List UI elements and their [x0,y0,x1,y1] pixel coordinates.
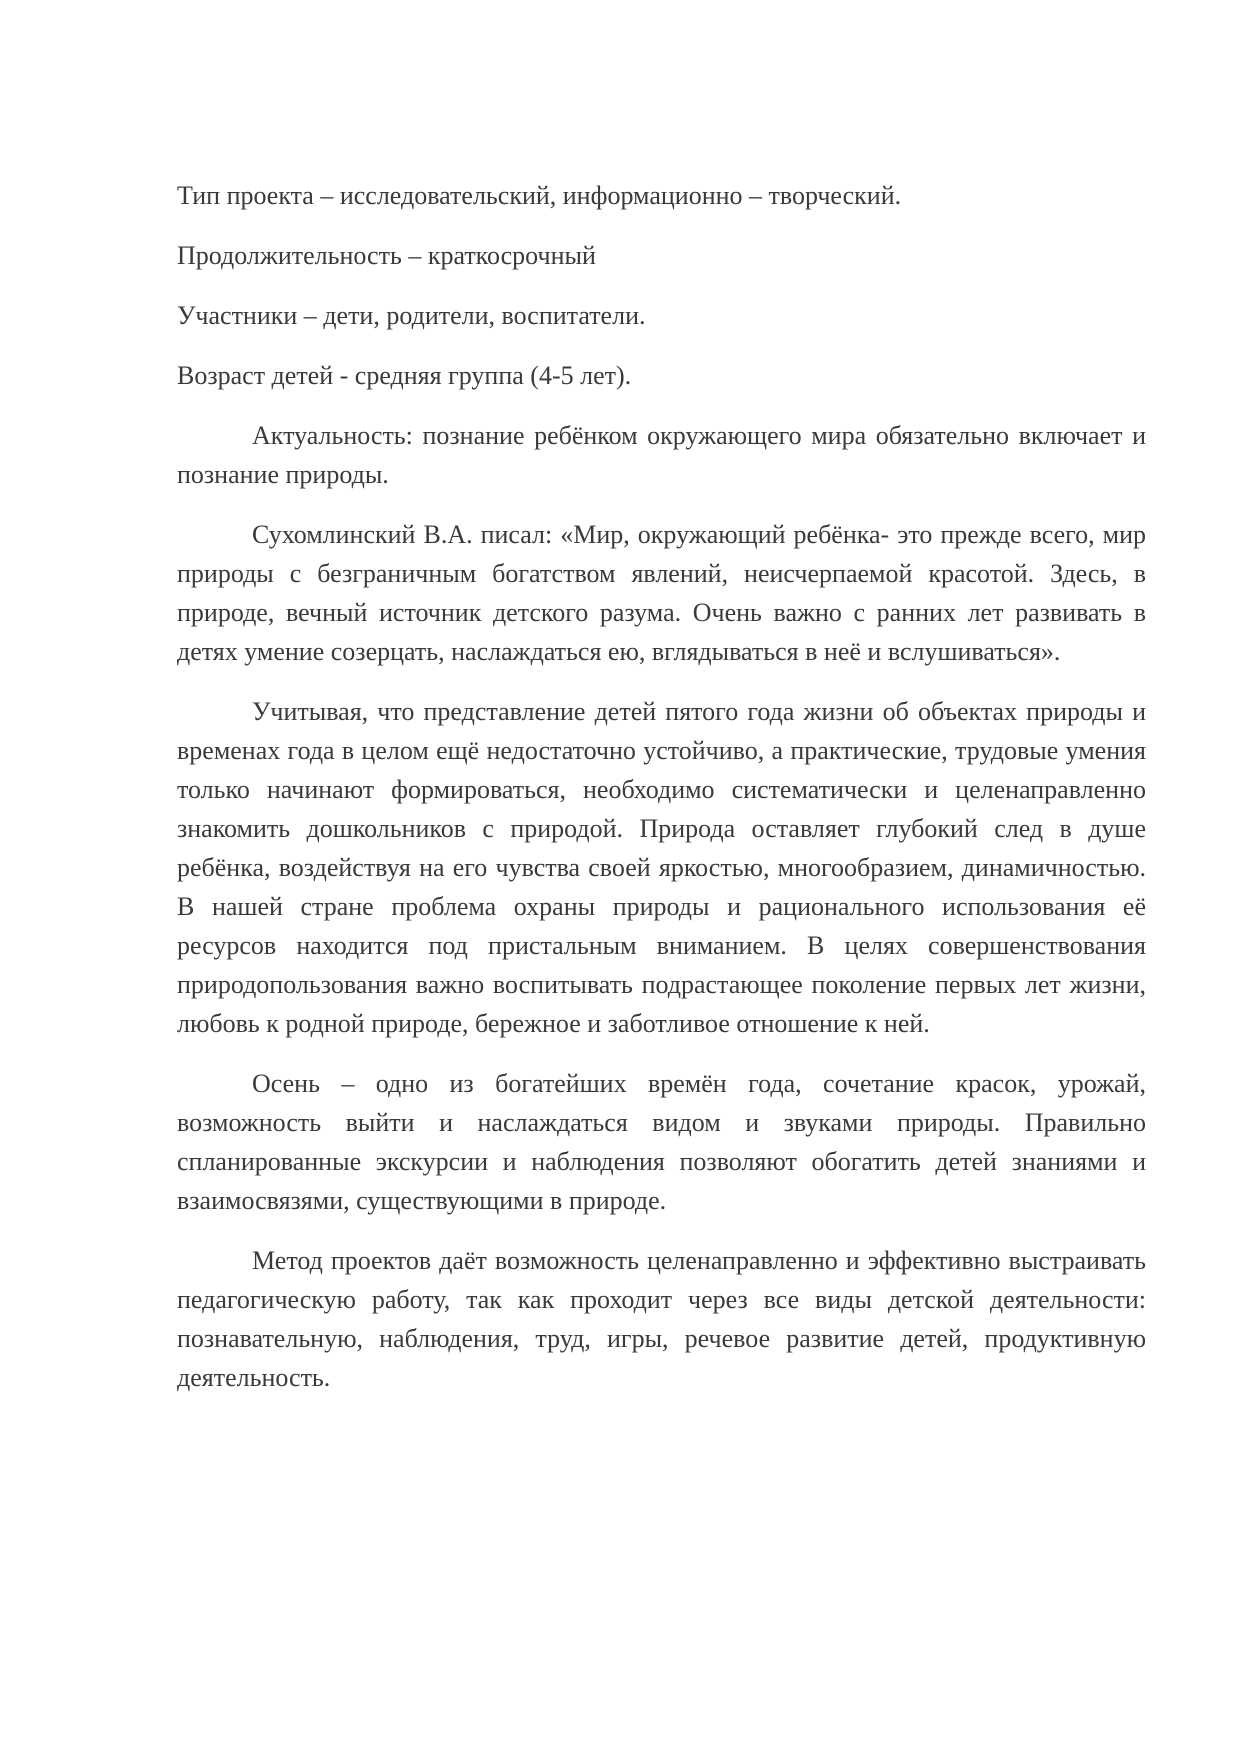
autumn-paragraph: Осень – одно из богатейших времён года, сочетание красок, урожай, возможность выйти и наслаждаться видом и звуками природы. Правильно спланированные экскурсии и наблюдения позволяют обогатить детей знаниями и взаимосвязями, существующими в природе. [177,1069,1146,1215]
project-duration-line: Продолжительность – краткосрочный [177,241,596,270]
relevance-paragraph: Актуальность: познание ребёнком окружающего мира обязательно включает и познание природы. [177,421,1146,489]
sukhomlinsky-quote-paragraph: Сухомлинский В.А. писал: «Мир, окружающий ребёнка- это прежде всего, мир природы с безграничным богатством явлений, неисчерпаемой красотой. Здесь, в природе, вечный источник детского разума. Очень важно с ранних лет развивать в детях умение созерцать, наслаждаться ею, вглядываться в неё и вслушиваться». [177,520,1146,666]
project-method-paragraph: Метод проектов даёт возможность целенаправленно и эффективно выстраивать педагогическую работу, так как проходит через все виды детской деятельности: познавательную, наблюдения, труд, игры, речевое развитие детей, продуктивную деятельность. [177,1246,1146,1392]
considering-paragraph: Учитывая, что представление детей пятого года жизни об объектах природы и временах года в целом ещё недостаточно устойчиво, а практические, трудовые умения только начинают формироваться, необходимо систематически и целенаправленно знакомить дошкольников с природой. Природа оставляет глубокий след в душе ребёнка, воздействуя на его чувства своей яркостью, многообразием, динамичностью. В нашей стране проблема охраны природы и рационального использования её ресурсов находится под пристальным вниманием. В целях совершенствования природопользования важно воспитывать подрастающее поколение первых лет жизни, любовь к родной природе, бережное и заботливое отношение к ней. [177,697,1146,1038]
project-participants-line: Участники – дети, родители, воспитатели. [177,301,646,330]
children-age-line: Возраст детей - средняя группа (4-5 лет). [177,361,632,390]
document-body [177,176,1146,1418]
project-type-line: Тип проекта – исследовательский, информационно – творческий. [177,181,902,210]
